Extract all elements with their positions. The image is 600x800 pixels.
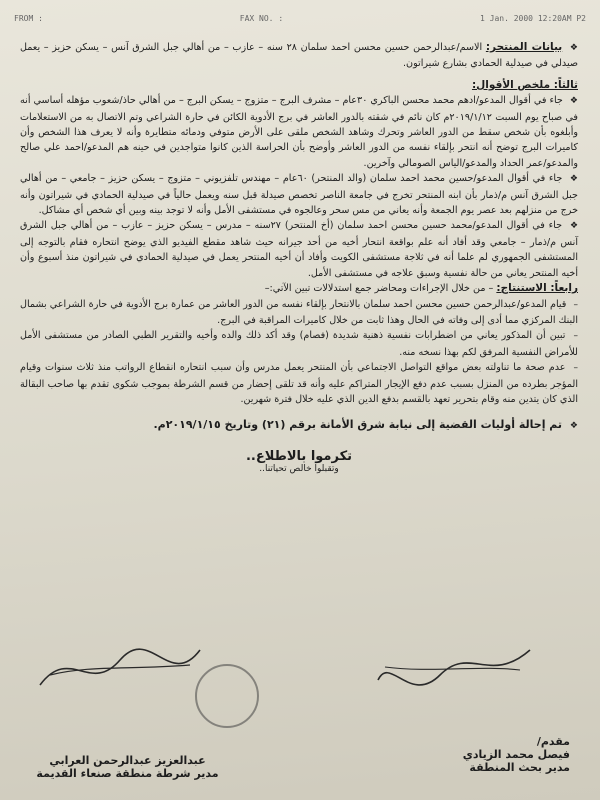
statement-text-3: جاء في أقوال المدعو/محمد حسين محسن احمد سلمان (أخ المنتحر) ٢٧سنه – مدرس – يسكن حزيز – عازب – من أهالي جبل الشرق آنس م/ذمار – جامعي وقد أفاد أنه علم بواقعة انتحار أخيه من أحد جيرانه حيث شاهد مقطع الفيديو الذي يوضح انتحاره فقام بالتوجه إلى المستشفى الجمهوري لم علما أنه في ثلاجة مستشفى الكويت وأفاد أن أخيه المنتحر يعمل في صيدلية الحمادي في شيراتون منذ أسبوع وأن أخيه المنتحر يعاني من حالة نفسية وسبق علاجه في مستشفى الأمل. (20, 220, 578, 279)
signer-left-title: مدير شرطة منطقة صنعاء القديمة (36, 767, 219, 780)
diamond-bullet-icon: ❖ (569, 221, 579, 232)
fax-number: FAX NO. : (239, 14, 284, 23)
closing-thanks: تكرموا بالاطلاع.. (245, 448, 353, 464)
diamond-bullet-icon: ❖ (569, 96, 578, 107)
conclusion-text-3: عدم صحة ما تناولته بعض مواقع التواصل الاجتماعي بأن المنتحر يعمل مدرس وأن سبب انتحاره انقطاع الرواتب منذ ثلاث سنوات وقيام المؤجر بطرده من المنزل بسبب عدم دفع الإيجار المتراكم عليه وأنه قد تلقى إحضار من قسم الشرطة بموجب شكوى تقدم بها صاحب البقالة الذي كان يتدين منه وقام بتحرير تعهد بالقسم بدفع الدين الذي عليه خلال فترة شهرين. (20, 362, 578, 405)
diamond-bullet-icon: ❖ (569, 43, 578, 53)
conclusion-item-2 (20, 328, 578, 360)
conclusion-text-1: قيام المدعو/عبدالرحمن حسين محسن احمد سلمان بالانتحار بإلقاء نفسه من الدور العاشر من عمارة برج الأدوية في حارة الشراعي بشمال البنك المركزي مما أدى إلى وفاته في الحال وهذا ثابت من خلال كاميرات المراقبة في البرج. (20, 298, 578, 326)
referral-line (20, 417, 578, 434)
conclusion-item-1 (20, 297, 578, 329)
signer-right-title: مدير بحث المنطقة (469, 761, 570, 774)
suspect-info-heading: بيانات المنتحر: (485, 41, 563, 53)
fax-datetime: 1 Jan. 2000 12:20AM P2 (480, 14, 586, 23)
suspect-info-line2: الشرق آنس – يسكن حزيز – يعمل صيدلي في صيدلية الحمادي بشارع شيراتون. (20, 42, 578, 70)
fax-header (14, 14, 586, 23)
dash-bullet-icon: – (573, 363, 578, 374)
dash-bullet-icon: – (573, 299, 578, 310)
diamond-bullet-icon: ❖ (569, 421, 578, 432)
signer-left-name: عبدالعزيز عبدالرحمن العرابي (49, 754, 206, 767)
signer-right-name: فيصل محمد الزيادي (462, 748, 570, 761)
fax-from: FROM : (14, 14, 43, 23)
dash-bullet-icon: – (573, 331, 578, 342)
statements-heading: ثالثاً: ملخص الأقوال: (471, 78, 578, 91)
statement-paragraph-3 (20, 218, 578, 281)
referral-text: تم إحالة أوليات القضية إلى نيابة شرق الأمانة برقم (٢١) وتاريخ ٢٠١٩/١/١٥م. (153, 418, 563, 432)
statement-text-1: جاء في أقوال المدعو/ادهم محمد محسن الباكري ٣٠عام – مشرف البرج – متزوج – يسكن البرج – من أهالي حاذ/شعوب مؤهله أساسي أنه في صباح يوم السبت ٢٠١٩/١/١٢م كان نائم في شقته بالدور العاشر في برج الأدوية الكائن في حارة الشراعي وتم الاتصال به من الاستعلامات وأبلغوه بأن شخص سقط من الدور العاشر وتحرك وشاهد الشخص ملقى على الأرض متوفي ودمائه متطايرة وأنه لا يعرف هذا الشخص وأن كاميرات البرج توضح أنه انتحر بإلقاء نفسه من الدور العاشر وأوضح بأن الحراسة الذين كانوا متواجدين في حينه هم المدعو/احمد علي صالح والمدعو/عمر الحداد والمدعو/الياس الصومالي وآخرين. (20, 95, 578, 169)
official-stamp-icon (195, 664, 259, 728)
conclusion-intro: – من خلال الإجراءات ومحاضر جمع استدلالات تبين الآتي:– (264, 283, 494, 295)
signature-block-left (10, 754, 245, 780)
diamond-bullet-icon: ❖ (569, 174, 578, 185)
closing-respect: وتقبلوا خالص تحياتنا.. (259, 464, 339, 475)
statement-text-2: جاء في أقوال المدعو/حسين محمد احمد سلمان (والد المنتحر) ٦٠عام – مهندس تلفزيوني – متزوج – يسكن حزيز – جامعي – من أهالي جبل الشرق آنس م/ذمار بأن ابنه المنتحر تخرج في جامعة الناصر تخصص صيدلة قبل سنه ويعمل حالياً في صيدلية الحمادي في شيراتون وأنه خرج من منزلهم بعد عصر يوم الجمعة وأنه يعاني من مس سحر وعالجوه في مستشفى الأمل وأنه لا توجد بينه وبين أي شخص أي مشاكل. (20, 173, 578, 217)
signature-scribble-left-icon (30, 635, 210, 705)
suspect-info (20, 40, 578, 72)
signature-scribble-right-icon (370, 635, 540, 695)
suspect-info-line1: الاسم/عبدالرحمن حسين محسن احمد سلمان ٢٨ سنه – عازب – من أهالي جبل (162, 42, 483, 53)
signature-block-right (400, 735, 570, 774)
conclusion-item-3 (20, 360, 578, 407)
conclusion-text-2: تبين أن المذكور يعاني من اضطرابات نفسية ذهنية شديدة (فصام) وقد أكد ذلك والده وأخيه والتقرير الطبي الصادر من مستشفى الأمل للأمراض النفسية المرفق لكم بهذا نسخه منه. (20, 330, 578, 358)
statement-paragraph-1 (20, 93, 578, 171)
signer-right-role: مقدم/ (536, 735, 570, 748)
conclusion-heading: رابعاً: الاستنتاج: (496, 282, 578, 295)
conclusion-header (20, 281, 578, 296)
statement-paragraph-2 (20, 171, 578, 218)
